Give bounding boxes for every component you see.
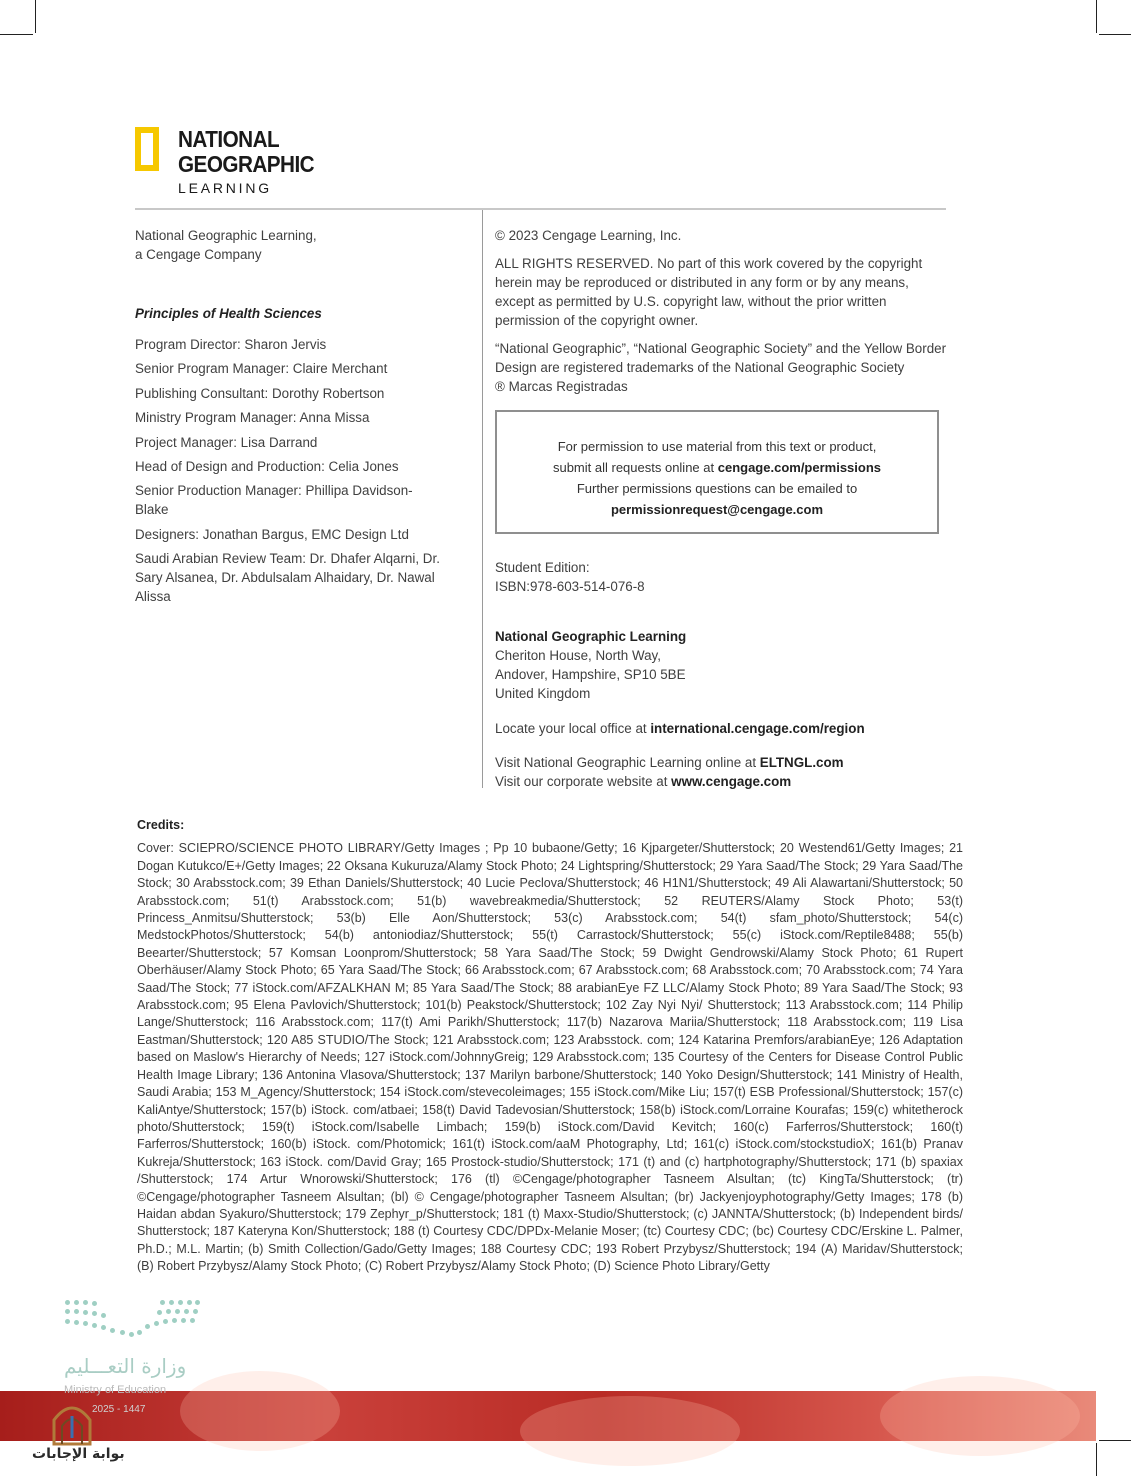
team-member: Ministry Program Manager: Anna Missa [135,410,370,426]
column-divider [482,210,483,788]
address-line: Andover, Hampshire, SP10 5BE [495,667,686,682]
mosque-dome-icon [50,1398,94,1446]
permissions-line-1: For permission to use material from this text or product, [557,439,877,454]
permissions-line-2 [497,457,937,478]
ministry-english-name: Ministry of Education [64,1384,167,1396]
watermark-text: بوابة الإجابات [32,1446,125,1462]
team-member: Program Director: Sharon Jervis [135,337,327,352]
team-member: Project Manager: Lisa Darrand [135,434,318,450]
team-member: Head of Design and Production: Celia Jones [135,458,399,474]
logo-line-learning: LEARNING [178,180,272,196]
permissions-line-2-text: submit all requests online at [552,460,718,475]
trademark-statement: “National Geographic”, “National Geographic Society” and the Yellow Border Design are registered trademarks of the National Geographic Society [495,341,947,375]
visit-corporate-text: Visit our corporate website at [495,774,672,789]
credits-title: Credits: [137,818,185,832]
address-name: National Geographic Learning [495,629,687,644]
marcas-registradas: ® Marcas Registradas [495,379,628,394]
rights-statement: ALL RIGHTS RESERVED. No part of this work covered by the copyright herein may be reproduced or distributed in any form or by any means, except as permitted by U.S. copyright law, without the prior written permission of the copyright owner. [495,256,923,328]
logo-line-national: NATIONAL [178,126,280,152]
publisher-company: a Cengage Company [135,247,262,262]
team-member: Designers: Jonathan Bargus, EMC Design Ltd [135,526,409,542]
locate-office [495,719,965,738]
locate-text: Locate your local office at [495,721,651,736]
team-member: Publishing Consultant: Dorothy Robertson [135,385,385,401]
isbn: ISBN:978-603-514-076-8 [495,579,645,594]
edition-label: Student Edition: [495,560,590,575]
eltngl-link[interactable]: ELTNGL.com [759,755,844,770]
credits-section [137,817,963,1276]
credits-body: Cover: SCIEPRO/SCIENCE PHOTO LIBRARY/Getty Images ; Pp 10 bubaone/Getty; 16 Kjpargeter/Shutterstock; 20 Westend61/Getty Images; 21 Dogan Kutukco/E+/Getty Images; 22 Oksana Kukuruza/Alamy Stock Photo; 24 Lightspring/Shutterstock; 29 Yara Saad/The Stock; 29 Yara Saad/The Stock; 30 Arabsstock.com; 39 Ethan Daniels/Shutterstock; 40 Lucie Peclova/Shutterstock; 46 H1N1/Shutterstock; 49 Ali Alawartani/Shutterstock; 50 Arabsstock.com; 51(t) Arabsstock.com; 51(b) wavebreakmedia/Shutterstock; 52 REUTERS/Alamy Stock Photo; 53(t) Princess_Anmitsu/Shutterstock; 53(b) Elle Aon/Shutterstock; 53(c) Arabsstock.com; 54(t) sfam_photo/Shutterstock; 54(c) MedstockPhotos/Shutterstock; 54(b) antoniodiaz/Shutterstock; 55(t) Carrastock/Shutterstock; 55(c) iStock.com/Reptile8488; 55(b) Beearter/Shutterstock; 57 Komsan Loonprom/Shutterstock; 58 Yara Saad/The Stock; 59 Dwight Gendrowski/Alamy Stock Photo; 61 Rupert Oberhäuser/Alamy Stock Photo; 65 Yara Saad/The Stock; 66 Arabsstock.com; 67 Arabsstock.com; 68 Arabsstock.com; 70 Arabsstock.com; 74 Yara Saad/The Stock; 77 iStock.com/AFZALKHAN M; 85 Yara Saad/The Stock; 88 arabianEye FZ LLC/Alamy Stock Photo; 89 Yara Saad/The Stock; 93 Arabsstock.com; 95 Elena Pavlovich/Shutterstock; 101(b) Peakstock/Shutterstock; 102 Zay Nyi Nyi/ Shutterstock; 113 Arabsstock.com; 114 Philip Lange/Shutterstock; 116 Arabsstock.com; 117(t) Ami Parikh/Shutterstock; 117(b) Nazarova Mariia/Shutterstock; 118 Arabsstock.com; 119 Lisa Eastman/Shutterstock; 120 A85 STUDIO/The Stock; 121 Arabsstock.com; 123 Arabsstock. com; 124 Katarina Premfors/arabianEye; 126 Adaptation based on Maslow's Hierarchy of Needs; 127 iStock.com/JohnnyGreig; 129 Arabsstock.com; 135 Courtesy of the Centers for Disease Control Public Health Image Library; 136 Antonina Vlasova/Shutterstock; 137 Marilyn barbone/Shutterstock; 140 Yoko Design/Shutterstock; 141 Ministry of Health, Saudi Arabia; 153 M_Agency/Shutterstock; 154 iStock.com/stevecoleimages; 155 iStock.com/Mike Liu; 157(t) ESB Professional/Shutterstock; 157(c) KaliAntye/Shutterstock; 157(b) iStock. com/atbaei; 158(t) David Tadevosian/Shutterstock; 158(b) iStock.com/Lorraine Kourafas; 159(c) whitetherock photo/Shutterstock; 159(t) iStock.com/Isabelle Limbach; 159(b) iStock.com/David Kevitch; 160(c) Farferros/Shutterstock; 160(t) Farferros/Shutterstock; 160(b) iStock. com/Photomick; 161(t) iStock.com/aaM Photography, Ltd; 161(c) iStock.com/stockstudioX; 161(b) Pranav Kukreja/Shutterstock; 163 iStock. com/David Gray; 165 Prostock-studio/Shutterstock; 171 (t) and (c) hartphotography/Shutterstock; 171 (b) spaxiax /Shutterstock; 174 Artur Wnorowski/Shutterstock; 176 (tl) ©Cengage/photographer Tasneem Alsultan; (tc) KingTa/Shutterstock; (tr) ©Cengage/photographer Tasneem Alsultan; (bl) © Cengage/photographer Tasneem Alsultan; (br) Jackyenjoyphotography/Getty Images; 178 (b) Haidan abdan Syakuro/Shutterstock; 179 Zephyr_p/Shutterstock; 181 (t) Maxx-Studio/Shutterstock; (c) JANNTA/Shutterstock; (b) Independent birds/ Shutterstock; 187 Kateryna Kon/Shutterstock; 188 (t) Courtesy CDC/DPDx-Melanie Moser; (tc) Courtesy CDC; (bc) Courtesy CDC/Erskine L. Palmer, Ph.D.; M.L. Martin; (b) Smith Collection/Gado/Getty Images; 188 Courtesy CDC; 193 Robert Przybysz/Shutterstock; 194 (A) Maridav/Shutterstock; (B) Robert Przybysz/Alamy Stock Photo; (C) Robert Przybysz/Alamy Stock Photo; (D) Science Photo Library/Getty [137,841,963,1274]
team-member: Saudi Arabian Review Team: Dr. Dhafer Alqarni, Dr. Sary Alsanea, Dr. Abdulsalam Alhaidary, Dr. Nawal Alissa [135,551,440,605]
cengage-link[interactable]: www.cengage.com [671,774,792,789]
crop-mark [0,34,33,35]
crop-mark [1099,34,1131,35]
nat-geo-learning-logo [135,127,335,202]
visit-ngl [495,753,965,772]
logo-line-geographic: GEOGRAPHIC [178,151,315,177]
visit-ngl-text: Visit National Geographic Learning online at [495,755,760,770]
permissions-link[interactable]: cengage.com/permissions [717,460,882,475]
crop-mark [35,0,36,33]
crop-mark [1096,0,1097,33]
address-line: Cheriton House, North Way, [495,648,661,663]
locate-link[interactable]: international.cengage.com/region [650,721,865,736]
team-member: Senior Program Manager: Claire Merchant [135,361,388,377]
book-title: Principles of Health Sciences [135,306,322,321]
visit-corporate [495,772,965,791]
permissions-line-3: Further permissions questions can be emailed to [576,481,858,496]
crop-mark [1099,1440,1131,1441]
publisher-line: National Geographic Learning, [135,228,317,243]
copyright-line: © 2023 Cengage Learning, Inc. [495,228,682,243]
ministry-year: 2025 - 1447 [92,1404,146,1415]
address-line: United Kingdom [495,686,591,701]
permissions-box [495,410,939,534]
top-divider [135,208,946,210]
ministry-arabic-name: وزارة التعـــليم [64,1354,187,1378]
right-column [495,226,965,791]
team-list [135,335,455,606]
permissions-email-link[interactable]: permissionrequest@cengage.com [610,502,824,517]
crop-mark [1096,1443,1097,1476]
yellow-border-icon [135,127,159,171]
left-column [135,226,455,612]
team-member: Senior Production Manager: Phillipa Davidson-Blake [135,483,413,518]
